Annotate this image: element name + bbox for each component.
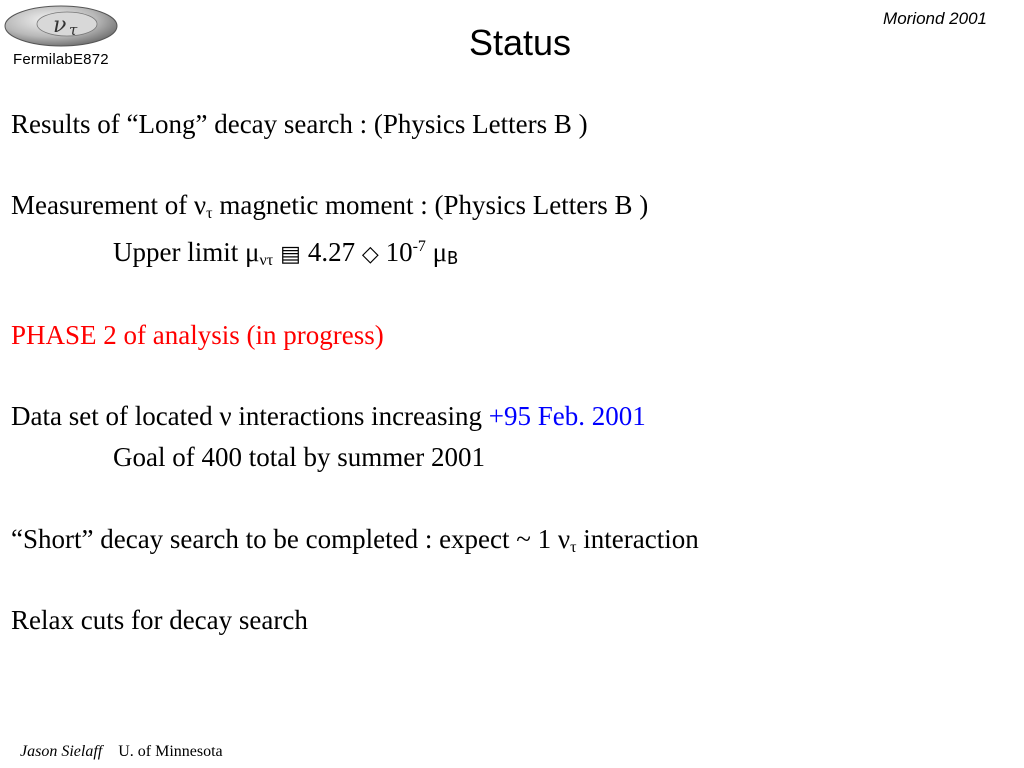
logo-caption: FermilabE872 [13,51,109,68]
phase-2-line: PHASE 2 of analysis (in progress) [11,320,384,350]
results-line: Results of “Long” decay search : (Physics Letters B ) [11,109,588,139]
magnetic-moment-line: Measurement of $\nu_\tau$ magnetic moment : (Physics Letters B ) [11,190,649,222]
relax-cuts-line: Relax cuts for decay search [11,605,308,635]
data-set-line: Data set of located ν interactions increasing +95 Feb. 2001 [11,401,646,431]
slide-title: Status [468,22,572,63]
upper-limit-line: Upper limit $\mu_{\nu\tau}$ ▤ 4.27 ◇ $10^{-7}$ $\mu_B$ [113,237,458,269]
footer [20,743,223,761]
affiliation: U. of Minnesota [118,743,223,760]
goal-line: Goal of 400 total by summer 2001 [113,442,485,472]
short-decay-line: “Short” decay search to be completed : expect ~ 1 $\nu_\tau$ interaction [11,524,699,556]
times-symbol-icon: ◇ [361,242,379,267]
increase-highlight: +95 Feb. 2001 [488,401,646,431]
svg-text:ν: ν [53,13,67,38]
svg-text:τ: τ [69,21,78,39]
conference-label: Moriond 2001 [883,9,987,28]
author-name: Jason Sielaff [20,743,103,760]
less-than-symbol-icon: ▤ [273,242,308,267]
